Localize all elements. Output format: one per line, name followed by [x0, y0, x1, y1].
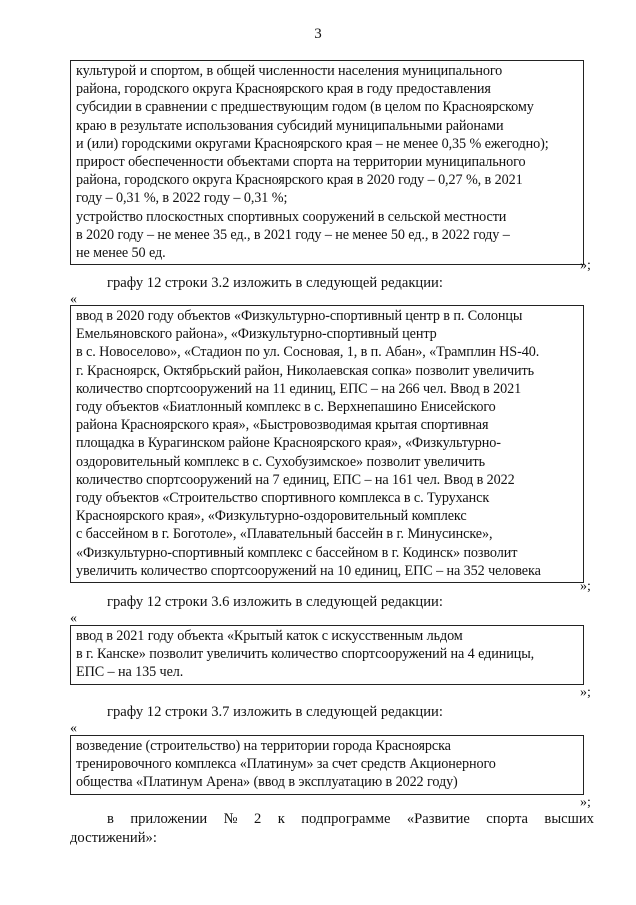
- opening-quote: «: [70, 721, 77, 736]
- instruction-paragraph: графу 12 строки 3.7 изложить в следующей редакции:: [107, 704, 443, 720]
- box-line: площадка в Курагинском районе Красноярского края», «Физкультурно-: [76, 435, 501, 452]
- closing-quote: »;: [580, 795, 591, 810]
- word: спорта: [486, 811, 529, 827]
- box-line: района Красноярского края», «Быстровозводимая крытая спортивная: [76, 417, 489, 434]
- box-line: году объектов «Строительство спортивного комплекса в с. Туруханск: [76, 490, 490, 507]
- box-line: устройство плоскостных спортивных сооружений в сельской местности: [76, 208, 507, 225]
- text-box-indicators: [70, 60, 584, 265]
- box-line: культурой и спортом, в общей численности населения муниципального: [76, 63, 503, 79]
- box-line: общества «Платинум Арена» (ввод в эксплуатацию в 2022 году): [76, 774, 458, 791]
- instruction-paragraph: графу 12 строки 3.2 изложить в следующей редакции:: [107, 275, 443, 291]
- box-line: ЕПС – на 135 чел.: [76, 664, 184, 681]
- word: «Развитие: [406, 811, 470, 827]
- box-line: субсидии в сравнении с предшествующим годом (в целом по Красноярскому: [76, 99, 534, 116]
- box-line: в 2020 году – не менее 35 ед., в 2021 году – не менее 50 ед., в 2022 году –: [76, 226, 510, 243]
- box-line: г. Красноярск, Октябрьский район, Николаевская сопка» позволит увеличить: [76, 362, 534, 379]
- text-box-row-3-6: [70, 625, 584, 685]
- box-line: района, городского округа Красноярского края в 2020 году – 0,27 %, в 2021: [76, 172, 523, 189]
- text-box-row-3-7: [70, 735, 584, 795]
- box-line: краю в результате использования субсидий муниципальными районами: [76, 117, 504, 134]
- box-line: Красноярского края», «Физкультурно-оздоровительный комплекс: [76, 508, 467, 525]
- box-line: не менее 50 ед.: [76, 245, 166, 262]
- closing-quote: »;: [580, 579, 591, 594]
- box-line: с бассейном в г. Боготоле», «Плавательный бассейн в г. Минусинске»,: [76, 526, 493, 543]
- word: №: [223, 811, 238, 827]
- box-line: Емельяновского района», «Физкультурно-спортивный центр: [76, 326, 437, 343]
- text-box-row-3-2: [70, 305, 584, 583]
- box-line: района, городского округа Красноярского края в году предоставления: [76, 81, 491, 98]
- box-line: прирост обеспеченности объектами спорта на территории муниципального: [76, 154, 526, 171]
- box-line: году – 0,31 %, в 2022 году – 0,31 %;: [76, 190, 288, 207]
- instruction-paragraph: графу 12 строки 3.6 изложить в следующей редакции:: [107, 594, 443, 610]
- appendix-line-1: [70, 810, 594, 829]
- page-number: 3: [314, 26, 322, 42]
- box-line: тренировочного комплекса «Платинум» за счет средств Акционерного: [76, 756, 496, 773]
- closing-quote: »;: [580, 685, 591, 700]
- word: 2: [254, 811, 262, 827]
- opening-quote: «: [70, 611, 77, 626]
- word: подпрограмме: [301, 811, 391, 827]
- closing-quote: »;: [580, 258, 591, 273]
- appendix-paragraph: [70, 810, 594, 848]
- box-line: количество спортсооружений на 11 единиц, ЕПС – на 266 чел. Ввод в 2021: [76, 380, 522, 397]
- word: приложении: [130, 811, 208, 827]
- box-line: ввод в 2020 году объектов «Физкультурно-спортивный центр в п. Солонцы: [76, 308, 523, 324]
- box-line: увеличить количество спортсооружений на 10 единиц, ЕПС – на 352 человека: [76, 562, 541, 579]
- word: высших: [544, 811, 594, 827]
- appendix-line-2: достижений»:: [70, 830, 157, 846]
- box-line: ввод в 2021 году объекта «Крытый каток с искусственным льдом: [76, 628, 463, 644]
- box-line: году объектов «Биатлонный комплекс в с. Верхнепашино Енисейского: [76, 399, 496, 416]
- box-line: и (или) городскими округами Красноярского края – не менее 0,35 % ежегодно);: [76, 135, 549, 152]
- box-line: возведение (строительство) на территории города Красноярска: [76, 738, 451, 754]
- box-line: в с. Новоселово», «Стадион по ул. Сосновая, 1, в п. Абан», «Трамплин HS-40.: [76, 344, 540, 361]
- box-line: в г. Канске» позволит увеличить количество спортсооружений на 4 единицы,: [76, 646, 535, 663]
- box-line: количество спортсооружений на 7 единиц, ЕПС – на 161 чел. Ввод в 2022: [76, 471, 515, 488]
- word: к: [277, 811, 285, 827]
- opening-quote: «: [70, 292, 77, 307]
- box-line: оздоровительный комплекс в с. Сухобузимское» позволит увеличить: [76, 453, 485, 470]
- word: в: [107, 811, 114, 827]
- box-line: «Физкультурно-спортивный комплекс с бассейном в г. Кодинск» позволит: [76, 544, 518, 561]
